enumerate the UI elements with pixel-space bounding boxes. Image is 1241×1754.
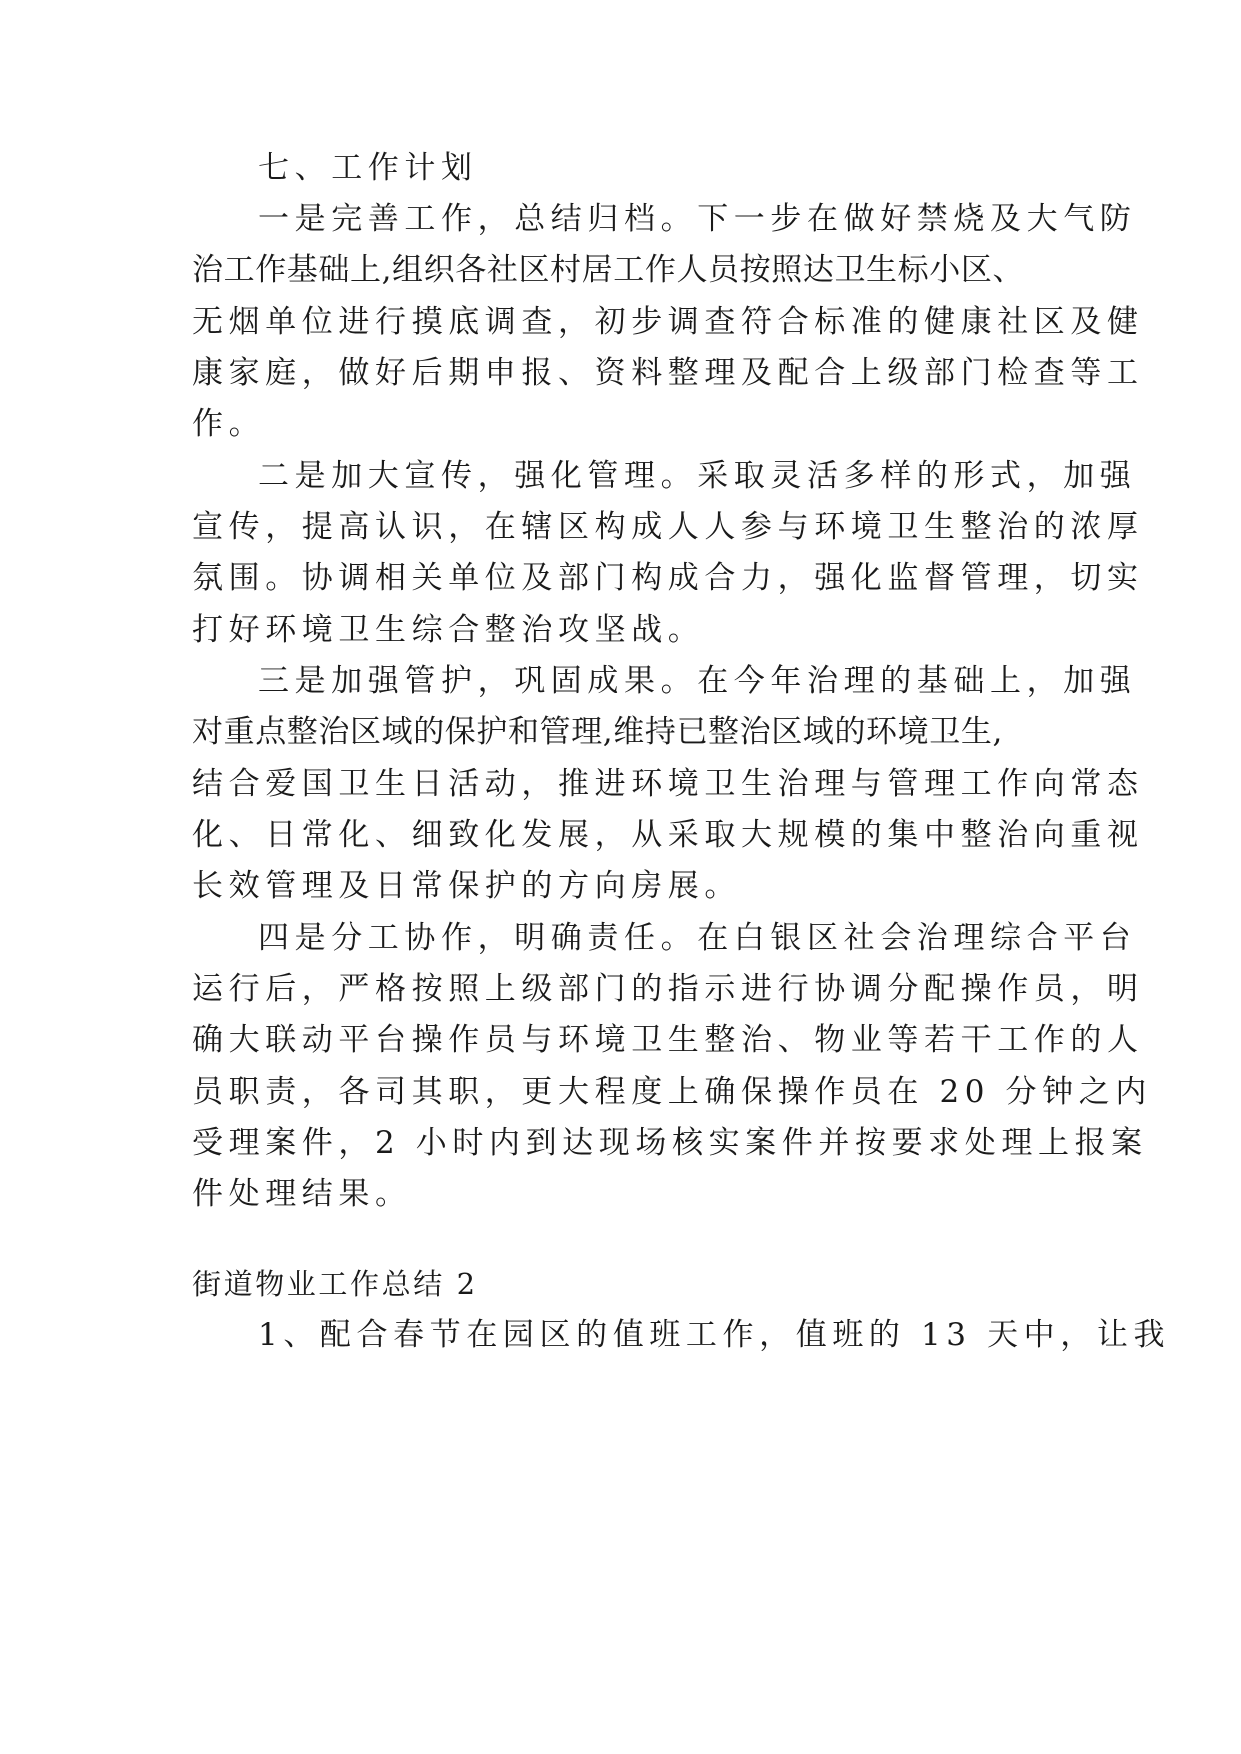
- paragraph-line: 化、日常化、细致化发展，从采取大规模的集中整治向重视: [192, 817, 1144, 853]
- paragraph-line: 确大联动平台操作员与环境卫生整治、物业等若干工作的人: [192, 1022, 1144, 1058]
- paragraph-line: 氛围。协调相关单位及部门构成合力，强化监督管理，切实: [192, 560, 1144, 596]
- paragraph-line: 康家庭，做好后期申报、资料整理及配合上级部门检查等工: [192, 355, 1144, 391]
- paragraph-line: 受理案件，2 小时内到达现场核实案件并按要求处理上报案: [192, 1125, 1148, 1161]
- paragraph-line: 员职责，各司其职，更大程度上确保操作员在 20 分钟之内: [192, 1074, 1152, 1110]
- paragraph-line: 作。: [192, 406, 266, 442]
- paragraph-line: 宣传，提高认识，在辖区构成人人参与环境卫生整治的浓厚: [192, 509, 1144, 545]
- document-subheading: 街道物业工作总结 2: [192, 1267, 478, 1301]
- paragraph-line: 二是加大宣传，强化管理。采取灵活多样的形式，加强: [258, 458, 1137, 494]
- paragraph-line: 运行后，严格按照上级部门的指示进行协调分配操作员，明: [192, 971, 1144, 1007]
- paragraph-line: 长效管理及日常保护的方向房展。: [192, 868, 741, 904]
- section-heading: 七、工作计划: [258, 150, 478, 186]
- paragraph-line: 一是完善工作，总结归档。下一步在做好禁烧及大气防: [258, 201, 1137, 237]
- paragraph-line: 打好环境卫生综合整治攻坚战。: [192, 612, 705, 648]
- paragraph-line: 三是加强管护，巩固成果。在今年治理的基础上，加强: [258, 663, 1137, 699]
- paragraph-line: 无烟单位进行摸底调查，初步调查符合标准的健康社区及健: [192, 304, 1144, 340]
- paragraph-line: 对重点整治区域的保护和管理,维持已整治区域的环境卫生,: [192, 714, 1003, 750]
- paragraph-line: 1、配合春节在园区的值班工作，值班的 13 天中，让我: [258, 1317, 1171, 1353]
- paragraph-line: 四是分工协作，明确责任。在白银区社会治理综合平台: [258, 920, 1137, 956]
- paragraph-line: 件处理结果。: [192, 1176, 412, 1212]
- paragraph-line: 结合爱国卫生日活动，推进环境卫生治理与管理工作向常态: [192, 766, 1144, 802]
- paragraph-line: 治工作基础上,组织各社区村居工作人员按照达卫生标小区、: [192, 252, 1025, 288]
